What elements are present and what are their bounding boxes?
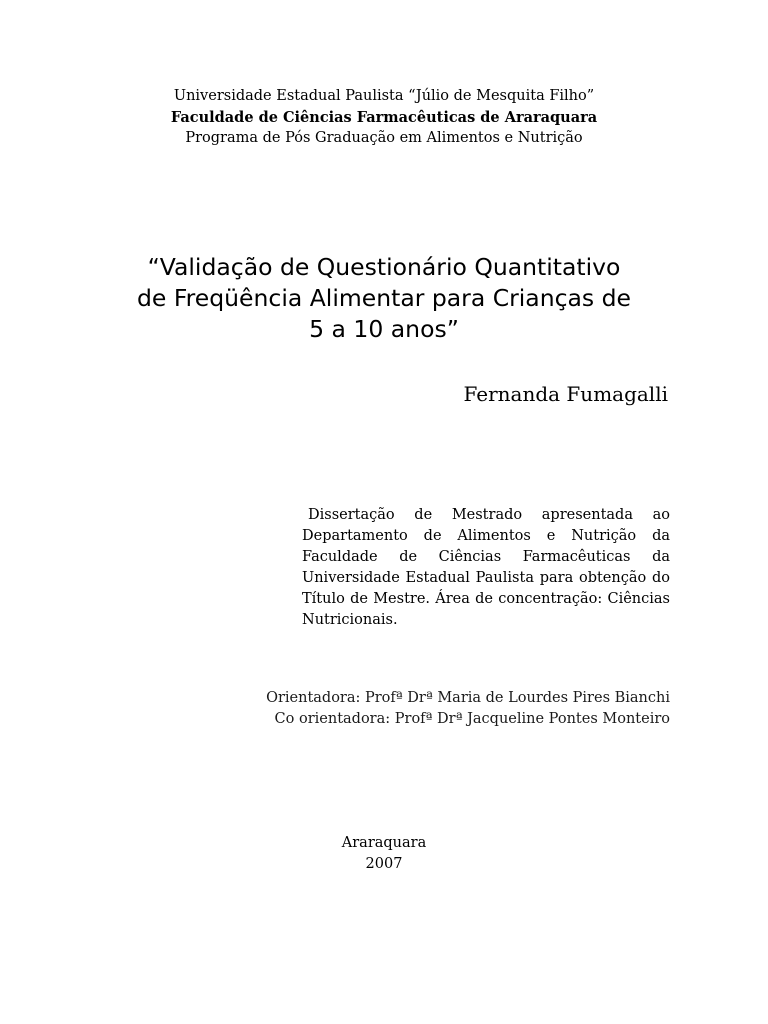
city-name: Araraquara <box>341 835 427 851</box>
author-name: Fernanda Fumagalli <box>463 382 668 406</box>
thesis-title <box>60 252 708 345</box>
co-advisor-name: Co orientadora: Profª Drª Jacqueline Pontes Monteiro <box>274 711 670 727</box>
program-name: Programa de Pós Graduação em Alimentos e Nutrição <box>185 130 583 146</box>
university-name: Universidade Estadual Paulista “Júlio de Mesquita Filho” <box>173 88 595 104</box>
thesis-title-line-3: 5 a 10 anos” <box>309 315 459 343</box>
place-and-year <box>284 833 484 875</box>
dissertation-statement: Dissertação de Mestrado apresentada ao Departamento de Alimentos e Nutrição da Faculdade de Ciências Farmacêuticas da Universidade Estadual Paulista para obtenção do Título de Mestre. Área de concentração: Ciências Nutricionais. <box>302 507 670 628</box>
advisor-name: Orientadora: Profª Drª Maria de Lourdes Pires Bianchi <box>266 690 670 706</box>
faculty-name: Faculdade de Ciências Farmacêuticas de Araraquara <box>170 109 598 126</box>
thesis-title-line-1: “Validação de Questionário Quantitativo <box>147 253 621 281</box>
advisors-block <box>266 688 670 730</box>
publication-year: 2007 <box>365 856 403 872</box>
institution-header <box>0 86 768 149</box>
thesis-title-line-2: de Freqüência Alimentar para Crianças de <box>136 284 632 312</box>
